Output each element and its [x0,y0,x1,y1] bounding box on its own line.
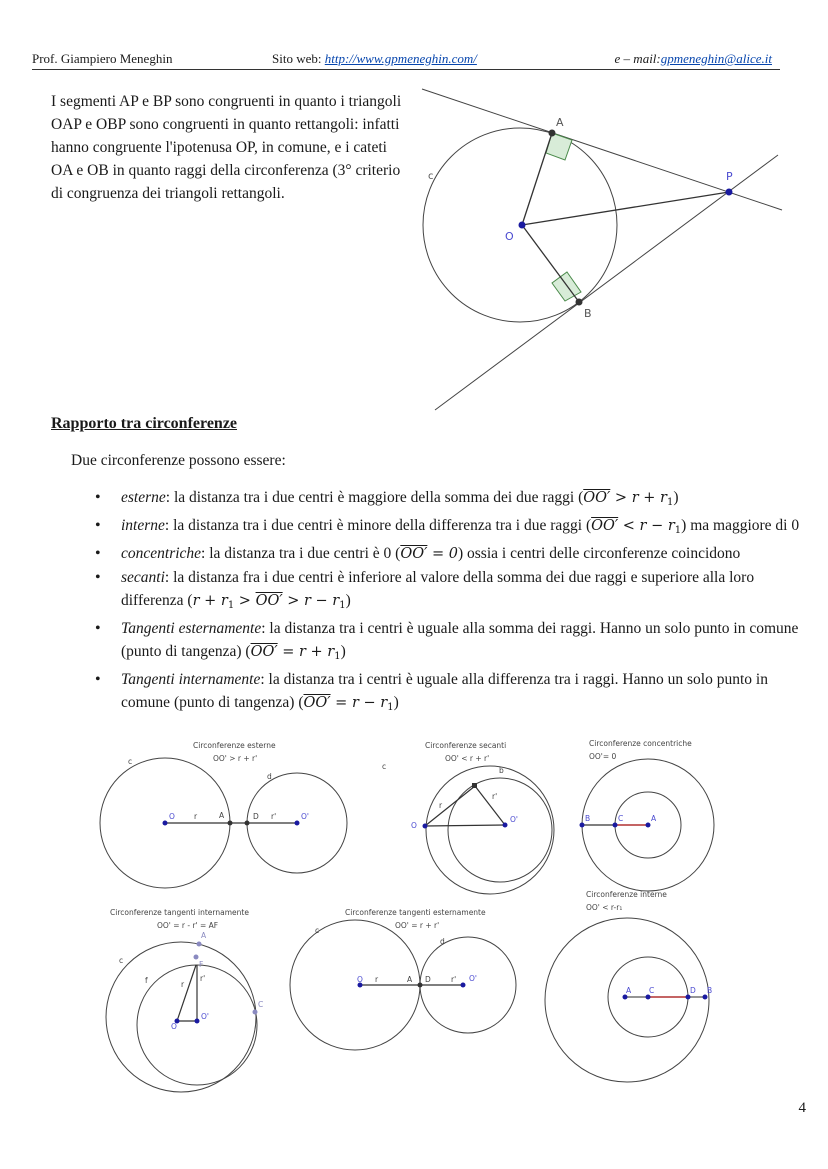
formula: $OO' < r - r_1$ [591,518,682,536]
svg-text:r: r [181,980,185,989]
figure-tangenti-esternamente [290,908,516,1050]
page-header [32,49,780,70]
website-link[interactable]: http://www.gpmeneghin.com/ [324,51,477,66]
label-O: O [505,230,514,243]
svg-text:C: C [618,814,624,823]
term: Tangenti esternamente [121,620,262,637]
desc-after: ) ma maggiore di 0 [681,517,800,534]
svg-text:O: O [169,812,175,821]
svg-text:O: O [411,821,417,830]
svg-text:O': O' [301,812,309,821]
svg-text:O: O [171,1022,177,1031]
intro-paragraph: I segmenti AP e BP sono congruenti in quanto i triangoli OAP e OBP sono congruenti in quanto rettangoli: infatti hanno congruente l'ipotenusa OP, in comune, e i cateti OA e OB in quanto raggi della circonferenza (3° criterio di congruenza dei triangoli rettangoli. [51,93,402,202]
list-item [95,514,810,542]
page-number: 4 [798,1100,806,1116]
term: interne [121,517,165,534]
svg-text:D: D [690,986,696,995]
svg-text:Circonferenze esterne: Circonferenze esterne [193,741,276,750]
figure-interne [545,890,712,1082]
svg-text:A: A [219,811,225,820]
term: secanti [121,569,165,586]
svg-text:c: c [128,757,133,766]
svg-text:b: b [499,766,504,775]
desc: : la distanza tra i due centri è maggiore della somma dei due raggi ( [165,489,584,506]
label-B: B [584,307,592,320]
svg-text:C: C [649,986,655,995]
svg-text:c: c [382,762,387,771]
svg-text:O: O [357,975,363,984]
term: Tangenti internamente [121,671,261,688]
formula: $r + r_1 > OO' > r - r_1$ [192,593,346,611]
svg-text:O': O' [201,1012,209,1021]
formula: $OO' = r - r_1$ [303,695,394,713]
svg-text:Circonferenze tangenti esterna: Circonferenze tangenti esternamente [345,908,486,917]
svg-text:f: f [145,976,148,985]
email-link[interactable]: gpmeneghin@alice.it [660,51,772,66]
figure-concentriche [580,739,715,891]
list-item [95,566,810,617]
svg-text:B: B [707,986,713,995]
website [272,51,477,67]
svg-text:OO' > r + r': OO' > r + r' [213,754,258,763]
svg-text:r': r' [451,975,457,984]
svg-text:D: D [253,812,259,821]
label-c: c [428,171,434,182]
svg-text:O': O' [469,974,477,983]
list-item [95,668,810,719]
svg-text:r: r [439,801,443,810]
section-title: Rapporto tra circonferenze [51,415,238,432]
desc: : la distanza tra i centri è uguale alla differenza tra i raggi. Hanno un solo punto in comune (punto di tangenza) ( [121,671,768,711]
desc: : la distanza tra i centri è uguale alla somma dei raggi. Hanno un solo punto in comune (punto di tangenza) ( [121,620,799,660]
svg-text:A: A [407,975,413,984]
tangent-lines-figure [410,85,790,415]
label-A: A [556,116,564,129]
section-lead: Due circonferenze possono essere: [71,452,286,469]
desc-after: ) [393,694,399,711]
label-P: P [726,170,733,183]
formula: $OO' = r + r_1$ [250,644,341,662]
svg-text:C: C [258,1000,264,1009]
svg-text:D: D [425,975,431,984]
desc: : la distanza fra i due centri è inferiore al valore della somma dei due raggi e superiore alla loro differenza ( [121,569,755,609]
author-name: Prof. Giampiero Meneghin [32,51,173,66]
svg-text:r': r' [200,974,206,983]
svg-text:OO'= 0: OO'= 0 [589,752,617,761]
desc: : la distanza tra i due centri è minore della differenza tra i due raggi ( [164,517,592,534]
svg-text:c: c [119,956,124,965]
svg-text:Circonferenze secanti: Circonferenze secanti [425,741,507,750]
figure-tangenti-internamente [106,908,263,1092]
term: esterne [121,489,166,506]
svg-text:A: A [626,986,632,995]
site-label: Sito web: [272,51,325,66]
svg-text:A: A [651,814,657,823]
svg-text:r: r [194,812,198,821]
svg-text:Circonferenze concentriche: Circonferenze concentriche [589,739,692,748]
desc-after: ) [340,643,346,660]
relations-list [95,486,810,719]
desc-after: ) [345,592,351,609]
svg-text:d: d [440,937,445,946]
list-item [95,542,810,566]
circle-relations-figures [95,735,735,1095]
formula: OO′ = 0 [400,546,458,562]
figure-esterne [100,741,347,888]
svg-text:B: B [585,814,591,823]
svg-text:r': r' [492,792,498,801]
term: concentriche [121,545,202,562]
svg-text:r: r [375,975,379,984]
svg-text:OO' = r + r': OO' = r + r' [395,921,440,930]
svg-text:OO' < r-r₁: OO' < r-r₁ [586,903,623,912]
svg-text:c: c [315,926,320,935]
list-item [95,617,810,668]
figure-secanti [382,741,554,894]
svg-text:r': r' [271,812,277,821]
svg-text:F: F [199,960,204,969]
desc: : la distanza tra i due centri è 0 ( [201,545,401,562]
svg-text:Circonferenze interne: Circonferenze interne [586,890,667,899]
svg-text:OO' = r - r' = AF: OO' = r - r' = AF [157,921,219,930]
svg-text:A: A [201,931,207,940]
list-item [95,486,810,514]
formula: $OO' > r + r_1$ [583,490,674,508]
svg-text:OO' < r + r': OO' < r + r' [445,754,490,763]
desc-after: ) [673,489,679,506]
desc-after: ) ossia i centri delle circonferenze coincidono [457,545,741,562]
email-label: e – mail: [614,51,661,66]
svg-text:Circonferenze tangenti interna: Circonferenze tangenti internamente [110,908,249,917]
svg-text:d: d [267,772,272,781]
svg-text:O': O' [510,815,518,824]
email [615,51,772,67]
